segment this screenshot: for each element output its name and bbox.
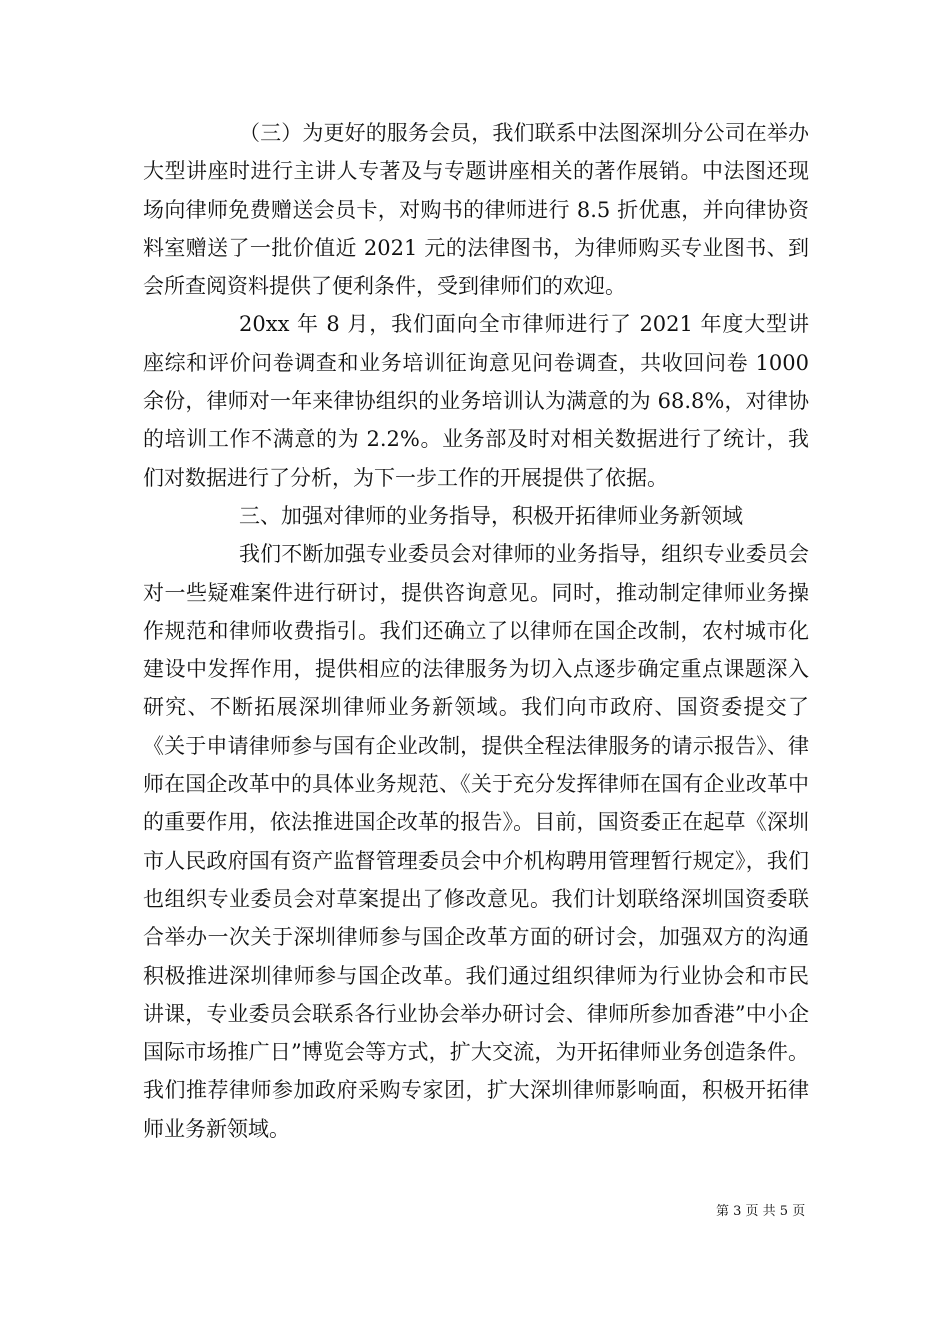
section-heading: 三、加强对律师的业务指导，积极开拓律师业务新领域 [239,503,743,528]
paragraph-book-exhibition: （三）为更好的服务会员，我们联系中法图深圳分公司在举办大型讲座时进行主讲人专著及与专题讲座相关的著作展销。中法图还现场向律师免费赠送会员卡，对购书的律师进行 8.5 折优惠，并向律协资料室赠送了一批价值近 2021 元的法律图书，为律师购买专业图书、到会所查阅资料提供了便利条件，受到律师们的欢迎。 [143,121,809,299]
document-body [143,114,809,1148]
paragraph-business-guidance: 我们不断加强专业委员会对律师的业务指导，组织专业委员会对一些疑难案件进行研讨，提供咨询意见。同时，推动制定律师业务操作规范和律师收费指引。我们还确立了以律师在国企改制，农村城市化建设中发挥作用，提供相应的法律服务为切入点逐步确定重点课题深入研究、不断拓展深圳律师业务新领域。我们向市政府、国资委提交了《关于申请律师参与国有企业改制，提供全程法律服务的请示报告》、律师在国企改革中的具体业务规范、《关于充分发挥律师在国有企业改革中的重要作用，依法推进国企改革的报告》。目前，国资委正在起草《深圳市人民政府国有资产监督管理委员会中介机构聘用管理暂行规定》，我们也组织专业委员会对草案提出了修改意见。我们计划联络深圳国资委联合举办一次关于深圳律师参与国企改革方面的研讨会，加强双方的沟通积极推进深圳律师参与国企改革。我们通过组织律师为行业协会和市民讲课，专业委员会联系各行业协会举办研讨会、律师所参加香港”中小企国际市场推广日”博览会等方式，扩大交流，为开拓律师业务创造条件。我们推荐律师参加政府采购专家团，扩大深圳律师影响面，积极开拓律师业务新领域。 [143,542,809,1141]
page-number: 第 3 页 共 5 页 [716,1204,806,1219]
paragraph-survey: 20xx 年 8 月，我们面向全市律师进行了 2021 年度大型讲座综和评价问卷调查和业务培训征询意见问卷调查，共收回问卷 1000 余份，律师对一年来律协组织的业务培训认为满意的为 68.8%，对律协的培训工作不满意的为 2.2%。业务部及时对相关数据进行了统计，我们对数据进行了分析，为下一步工作的开展提供了依据。 [143,312,809,490]
